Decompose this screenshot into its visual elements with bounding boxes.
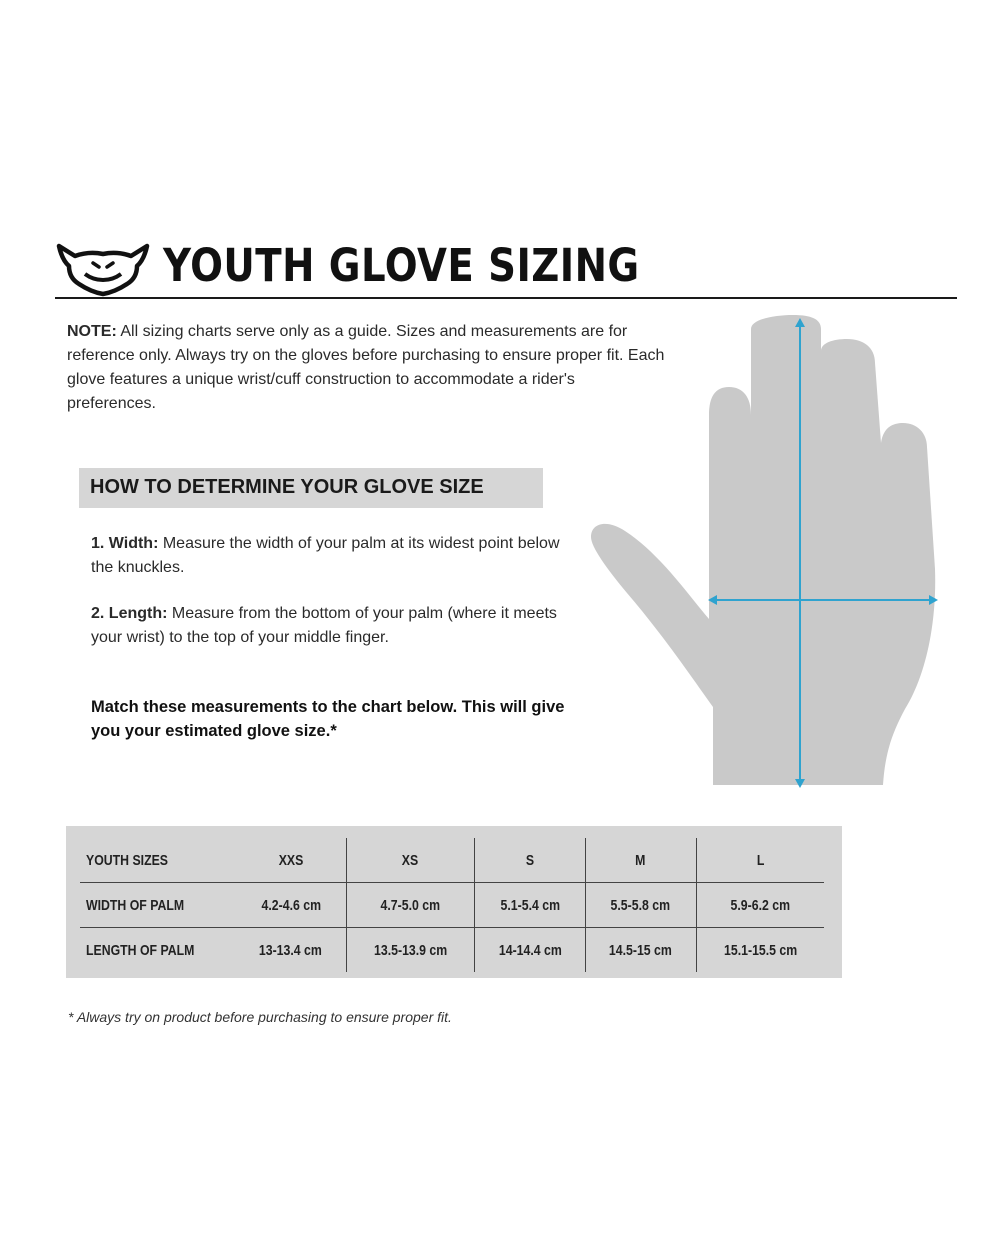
step-text: Measure from the bottom of your palm (where it meets your wrist) to the top of your middle finger. [91,605,557,646]
table-cell: 4.7-5.0 cm [346,883,475,928]
table-row-label: WIDTH OF PALM [80,883,236,928]
hand-silhouette [591,315,935,785]
step-width [91,532,561,580]
table-cell: 4.2-4.6 cm [236,883,346,928]
howto-heading: HOW TO DETERMINE YOUR GLOVE SIZE [90,476,484,498]
footnote: * Always try on product before purchasing to ensure proper fit. [68,1009,452,1025]
table-header-cell: S [475,838,586,883]
match-instruction: Match these measurements to the chart below. This will give you your estimated glove size.* [91,698,565,740]
table-header-cell: XXS [236,838,346,883]
table-row [80,928,824,973]
note-paragraph [67,320,667,416]
fox-head-logo-icon [55,236,151,298]
title-divider [55,297,957,299]
howto-heading-box [79,468,543,508]
page-header [55,230,955,300]
table-row [80,883,824,928]
step-length [91,602,561,650]
howto-steps [91,532,561,672]
table-cell: 15.1-15.5 cm [696,928,824,973]
step-label: 2. Length: [91,605,168,622]
table-cell: 5.9-6.2 cm [696,883,824,928]
table-cell: 13-13.4 cm [259,941,323,959]
table-cell: 5.1-5.4 cm [475,883,586,928]
page-title: YOUTH GLOVE SIZING [163,239,640,292]
table-header-cell: XS [346,838,475,883]
table-header-cell: YOUTH SIZES [80,838,236,883]
table-cell: 13.5-13.9 cm [346,928,475,973]
table-cell: 14-14.4 cm [475,928,586,973]
note-text: All sizing charts serve only as a guide. Sizes and measurements are for reference only. Always try on the gloves before purchasing to ensure proper fit. Each glove features a unique wrist/cuff construction to accommodate a rider's preferences. [67,323,665,412]
table-cell: 5.5-5.8 cm [585,883,696,928]
note-label: NOTE: [67,323,117,340]
size-table [80,838,824,972]
step-text: Measure the width of your palm at its widest point below the knuckles. [91,535,560,576]
table-header-row [80,838,824,883]
table-row-label: LENGTH OF PALM [86,941,195,959]
table-header-cell: M [585,838,696,883]
hand-measurement-icon [585,315,945,795]
table-header-cell: L [696,838,824,883]
table-cell: 14.5-15 cm [585,928,696,973]
size-chart [66,826,842,978]
step-label: 1. Width: [91,535,159,552]
